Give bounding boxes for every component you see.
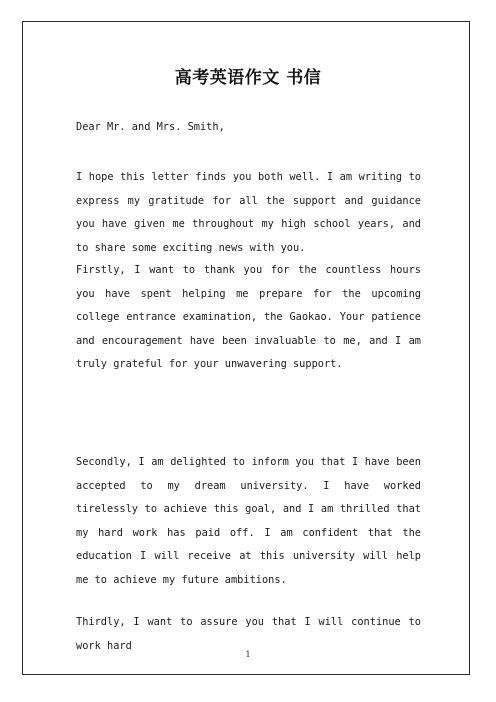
document-title: 高考英语作文 书信 xyxy=(174,68,322,88)
paragraph-1: I hope this letter finds you both well. I am writing to express my gratitude for all the support and guidance you have given me throughout my high school years, and to share some exciting news with you. xyxy=(76,171,421,254)
salutation: Dear Mr. and Mrs. Smith, xyxy=(76,121,225,133)
paragraph-2: Firstly, I want to thank you for the countless hours you have spent helping me prepare for the upcoming college entrance examination, the Gaokao. Your patience and encouragement have been invaluable to me, and I am truly grateful for your unwavering support. xyxy=(76,264,421,370)
page-number: 1 xyxy=(245,650,251,659)
paragraph-3: Secondly, I am delighted to inform you that I have been accepted to my dream university. I have worked tirelessly to achieve this goal, and I am thrilled that my hard work has paid off. I am confident that the education I will receive at this university will help me to achieve my future ambitions. xyxy=(76,456,421,586)
paragraph-4: Thirdly, I want to assure you that I will continue to work hard xyxy=(76,616,421,652)
